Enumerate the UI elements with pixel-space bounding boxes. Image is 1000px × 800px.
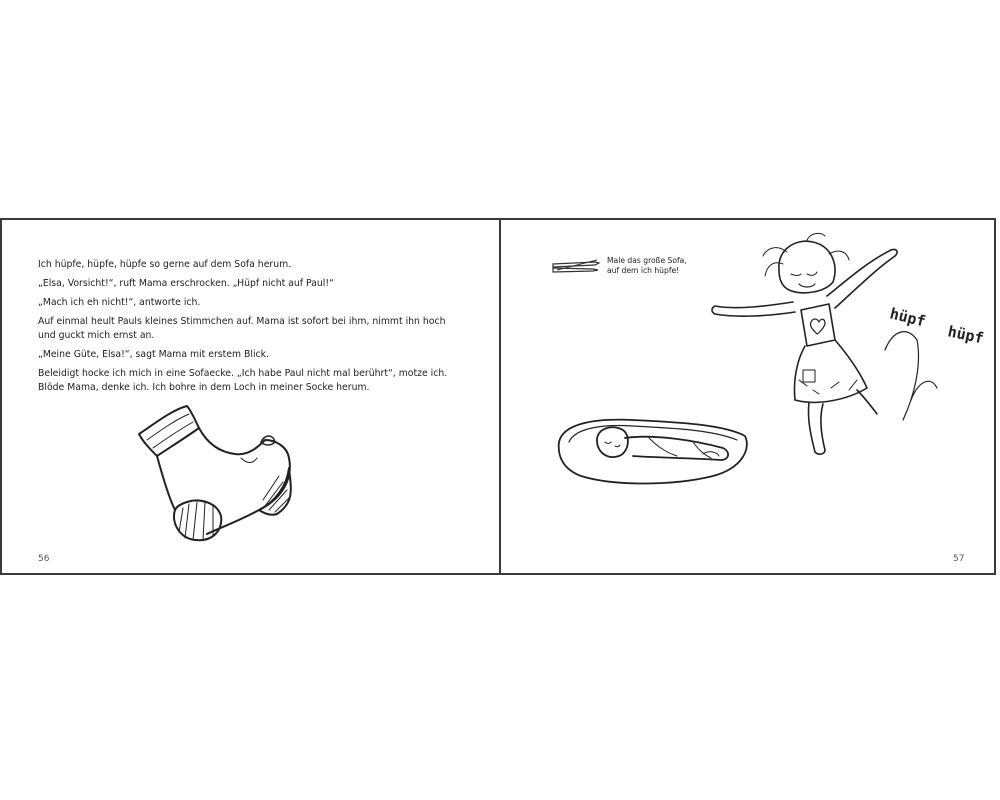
instruction-line: auf dem ich hüpfe! — [607, 266, 680, 275]
paragraph: „Meine Güte, Elsa!“, sagt Mama mit erstem Blick. — [38, 349, 269, 360]
pencils-icon — [551, 258, 601, 276]
hupf-word: hüpf — [888, 304, 928, 331]
instruction-line: Male das große Sofa, — [607, 256, 687, 265]
book-spread — [0, 218, 996, 575]
paragraph: Auf einmal heult Pauls kleines Stimmchen auf. Mama ist sofort bei ihm, nimmt ihn hoch und guckt mich ernst an. — [38, 316, 446, 341]
paragraph: Beleidigt hocke ich mich in eine Sofaecke. „Ich habe Paul nicht mal berührt“, motze ich. Blöde Mama, denke ich. Ich bohre in dem Loch in meiner Socke herum. — [38, 368, 448, 393]
story-text — [38, 258, 458, 400]
hupf-word: hüpf — [946, 322, 986, 348]
paragraph: „Elsa, Vorsicht!“, ruft Mama erschrocken. „Hüpf nicht auf Paul!“ — [38, 278, 334, 289]
hupf-sound-words — [889, 300, 999, 360]
sock-illustration — [127, 398, 307, 558]
page-number: 57 — [953, 554, 965, 564]
right-page — [501, 220, 996, 573]
page-number: 56 — [38, 554, 50, 564]
paragraph: „Mach ich eh nicht!“, antworte ich. — [38, 297, 201, 308]
coloring-instruction — [607, 256, 717, 276]
paragraph: Ich hüpfe, hüpfe, hüpfe so gerne auf dem Sofa herum. — [38, 259, 292, 270]
left-page — [2, 220, 499, 573]
